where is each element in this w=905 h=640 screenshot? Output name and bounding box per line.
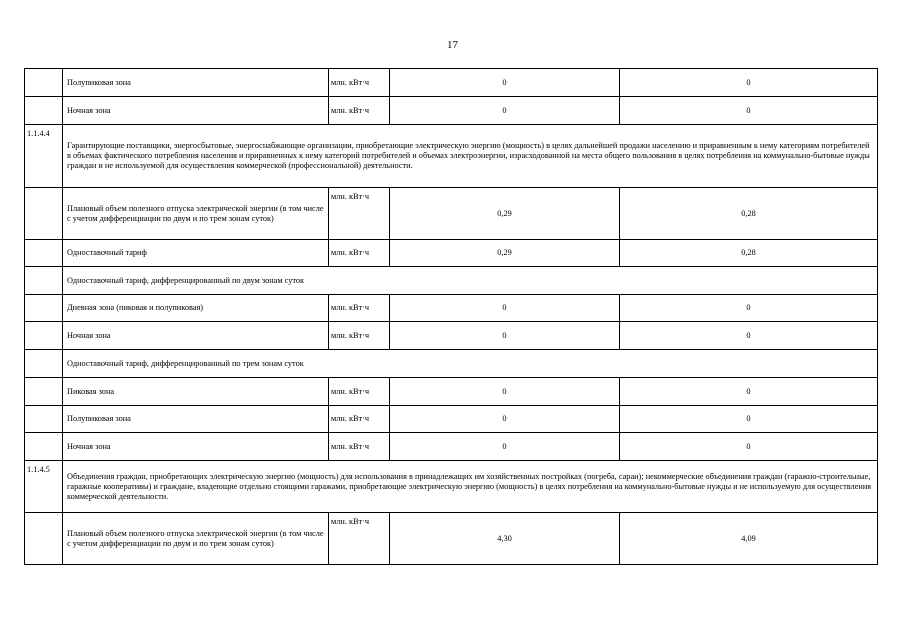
row-label: Плановый объем полезного отпуска электрической энергии (в том числе с учетом дифференциации по двум и по трем зонам суток)	[63, 188, 329, 240]
table-row	[25, 406, 878, 433]
section-row	[25, 461, 878, 513]
section-description: Гарантирующие поставщики, энергосбытовые, энергоснабжающие организации, приобретающие электрическую энергию (мощность) в целях дальнейшей продажи населению и приравненным к нему категориям потребителей в объемах фактического потребления населения и приравненных к нему категорий потребителей и объемах электроэнергии, израсходованной на места общего пользования в целях потребления на коммунально-бытовые нужды граждан и не используемой для осуществления коммерческой (профессиональной) деятельности.	[63, 125, 878, 188]
code-cell	[25, 350, 63, 378]
table-row	[25, 433, 878, 461]
value-cell: 0	[390, 378, 620, 406]
unit-cell: млн. кВт·ч	[329, 69, 390, 97]
value-cell: 0	[390, 322, 620, 350]
section-code: 1.1.4.5	[25, 461, 63, 513]
row-label: Ночная зона	[63, 322, 329, 350]
unit-cell: млн. кВт·ч	[329, 295, 390, 322]
section-code: 1.1.4.4	[25, 125, 63, 188]
value-cell: 0	[620, 378, 878, 406]
value-cell: 0	[620, 97, 878, 125]
code-cell	[25, 69, 63, 97]
unit-cell: млн. кВт·ч	[329, 188, 390, 240]
value-cell: 0	[390, 433, 620, 461]
value-cell: 0	[390, 406, 620, 433]
row-label: Полупиковая зона	[63, 406, 329, 433]
value-cell: 4,30	[390, 513, 620, 565]
table-row	[25, 97, 878, 125]
unit-cell: млн. кВт·ч	[329, 240, 390, 267]
table-row	[25, 295, 878, 322]
row-label: Ночная зона	[63, 97, 329, 125]
code-cell	[25, 97, 63, 125]
unit-cell: млн. кВт·ч	[329, 513, 390, 565]
page-number: 17	[447, 39, 458, 51]
value-cell: 0	[390, 97, 620, 125]
value-cell: 0	[620, 433, 878, 461]
subheader-label: Одноставочный тариф, дифференцированный по двум зонам суток	[63, 267, 878, 295]
unit-cell: млн. кВт·ч	[329, 378, 390, 406]
value-cell: 0,28	[620, 188, 878, 240]
section-row	[25, 125, 878, 188]
row-label: Одноставочный тариф	[63, 240, 329, 267]
table-row	[25, 378, 878, 406]
unit-cell: млн. кВт·ч	[329, 433, 390, 461]
subheader-label: Одноставочный тариф, дифференцированный по трем зонам суток	[63, 350, 878, 378]
code-cell	[25, 406, 63, 433]
table-row	[25, 513, 878, 565]
unit-cell: млн. кВт·ч	[329, 322, 390, 350]
table-row	[25, 240, 878, 267]
unit-cell: млн. кВт·ч	[329, 406, 390, 433]
row-label: Пиковая зона	[63, 378, 329, 406]
value-cell: 4,09	[620, 513, 878, 565]
code-cell	[25, 433, 63, 461]
row-label: Полупиковая зона	[63, 69, 329, 97]
value-cell: 0,29	[390, 188, 620, 240]
value-cell: 0	[390, 69, 620, 97]
value-cell: 0	[390, 295, 620, 322]
row-label: Дневная зона (пиковая и полупиковая)	[63, 295, 329, 322]
table-row	[25, 69, 878, 97]
value-cell: 0,28	[620, 240, 878, 267]
row-label: Ночная зона	[63, 433, 329, 461]
code-cell	[25, 267, 63, 295]
subheader-row	[25, 267, 878, 295]
value-cell: 0	[620, 322, 878, 350]
value-cell: 0,29	[390, 240, 620, 267]
code-cell	[25, 295, 63, 322]
unit-cell: млн. кВт·ч	[329, 97, 390, 125]
code-cell	[25, 240, 63, 267]
section-description: Объединения граждан, приобретающих электрическую энергию (мощность) для использования в принадлежащих им хозяйственных постройках (погреба, сараи); некоммерческие объединения граждан (гаражно-строительные, гаражные кооперативы) и граждане, владеющие отдельно стоящими гаражами, приобретающие электрическую энергию (мощность) в целях потребления на коммунально-бытовые нужды и не используемую для осуществления коммерческой деятельности.	[63, 461, 878, 513]
value-cell: 0	[620, 295, 878, 322]
table-row	[25, 188, 878, 240]
subheader-row	[25, 350, 878, 378]
row-label: Плановый объем полезного отпуска электрической энергии (в том числе с учетом дифференциации по двум и по трем зонам суток)	[63, 513, 329, 565]
code-cell	[25, 322, 63, 350]
tariff-table	[24, 68, 878, 565]
value-cell: 0	[620, 406, 878, 433]
value-cell: 0	[620, 69, 878, 97]
code-cell	[25, 188, 63, 240]
table-row	[25, 322, 878, 350]
code-cell	[25, 378, 63, 406]
code-cell	[25, 513, 63, 565]
